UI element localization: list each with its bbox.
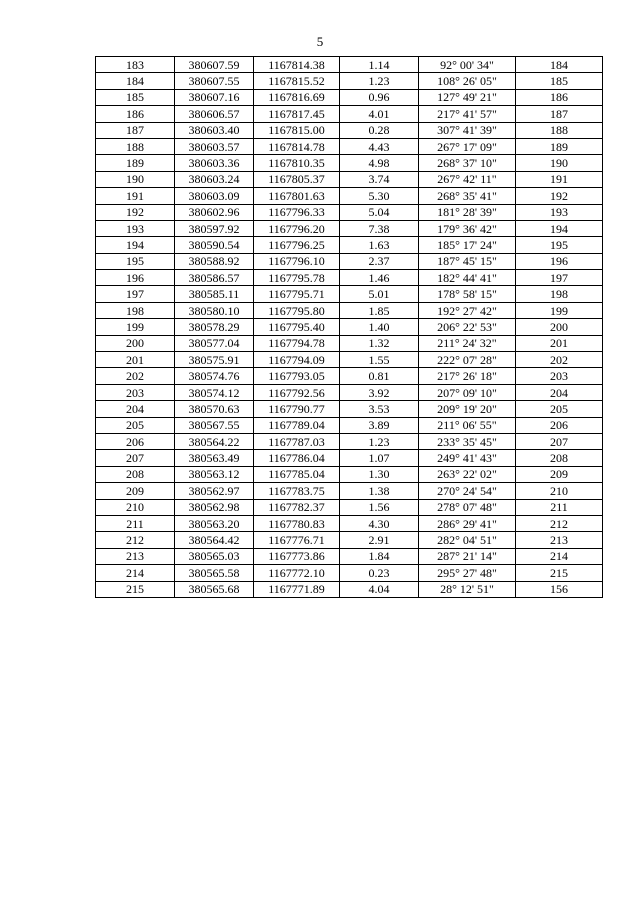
table-row (96, 73, 603, 89)
cell-bearing: 28° 12' 51" (419, 581, 516, 597)
cell-y-coordinate: 1167795.80 (254, 302, 340, 318)
cell-bearing: 287° 21' 14" (419, 548, 516, 564)
cell-point-number: 204 (96, 401, 175, 417)
cell-x-coordinate: 380564.22 (175, 433, 254, 449)
table-row (96, 532, 603, 548)
table-row (96, 466, 603, 482)
cell-distance: 7.38 (340, 220, 419, 236)
cell-x-coordinate: 380563.49 (175, 450, 254, 466)
cell-point-number: 192 (96, 204, 175, 220)
cell-next-point-number: 185 (516, 73, 603, 89)
cell-next-point-number: 204 (516, 384, 603, 400)
cell-y-coordinate: 1167793.05 (254, 368, 340, 384)
cell-y-coordinate: 1167787.03 (254, 433, 340, 449)
cell-distance: 1.85 (340, 302, 419, 318)
cell-y-coordinate: 1167785.04 (254, 466, 340, 482)
cell-x-coordinate: 380577.04 (175, 335, 254, 351)
cell-y-coordinate: 1167796.20 (254, 220, 340, 236)
table-row (96, 565, 603, 581)
table-row (96, 319, 603, 335)
cell-next-point-number: 194 (516, 220, 603, 236)
cell-x-coordinate: 380590.54 (175, 237, 254, 253)
cell-bearing: 181° 28' 39" (419, 204, 516, 220)
cell-x-coordinate: 380597.92 (175, 220, 254, 236)
table-row (96, 302, 603, 318)
cell-x-coordinate: 380563.20 (175, 515, 254, 531)
cell-y-coordinate: 1167795.40 (254, 319, 340, 335)
cell-next-point-number: 215 (516, 565, 603, 581)
cell-next-point-number: 200 (516, 319, 603, 335)
cell-next-point-number: 189 (516, 138, 603, 154)
cell-bearing: 206° 22' 53" (419, 319, 516, 335)
cell-point-number: 195 (96, 253, 175, 269)
table-row (96, 581, 603, 597)
cell-x-coordinate: 380603.36 (175, 155, 254, 171)
table-row (96, 155, 603, 171)
cell-distance: 3.74 (340, 171, 419, 187)
cell-x-coordinate: 380575.91 (175, 352, 254, 368)
cell-bearing: 233° 35' 45" (419, 433, 516, 449)
cell-distance: 1.40 (340, 319, 419, 335)
cell-x-coordinate: 380567.55 (175, 417, 254, 433)
cell-distance: 1.14 (340, 57, 419, 73)
cell-x-coordinate: 380602.96 (175, 204, 254, 220)
cell-next-point-number: 196 (516, 253, 603, 269)
cell-next-point-number: 203 (516, 368, 603, 384)
cell-point-number: 185 (96, 89, 175, 105)
cell-point-number: 214 (96, 565, 175, 581)
cell-point-number: 203 (96, 384, 175, 400)
cell-point-number: 212 (96, 532, 175, 548)
table-row (96, 401, 603, 417)
coordinates-table (95, 56, 603, 598)
table-row (96, 106, 603, 122)
cell-y-coordinate: 1167810.35 (254, 155, 340, 171)
table-row (96, 515, 603, 531)
cell-bearing: 207° 09' 10" (419, 384, 516, 400)
cell-point-number: 188 (96, 138, 175, 154)
cell-x-coordinate: 380563.12 (175, 466, 254, 482)
cell-point-number: 210 (96, 499, 175, 515)
table-row (96, 483, 603, 499)
cell-point-number: 209 (96, 483, 175, 499)
cell-y-coordinate: 1167805.37 (254, 171, 340, 187)
cell-y-coordinate: 1167780.83 (254, 515, 340, 531)
cell-y-coordinate: 1167790.77 (254, 401, 340, 417)
cell-point-number: 215 (96, 581, 175, 597)
cell-next-point-number: 199 (516, 302, 603, 318)
cell-y-coordinate: 1167801.63 (254, 188, 340, 204)
cell-distance: 0.28 (340, 122, 419, 138)
cell-bearing: 211° 24' 32" (419, 335, 516, 351)
cell-bearing: 217° 26' 18" (419, 368, 516, 384)
cell-bearing: 249° 41' 43" (419, 450, 516, 466)
table-row (96, 57, 603, 73)
cell-bearing: 295° 27' 48" (419, 565, 516, 581)
cell-x-coordinate: 380603.24 (175, 171, 254, 187)
table-row (96, 352, 603, 368)
cell-y-coordinate: 1167792.56 (254, 384, 340, 400)
cell-next-point-number: 213 (516, 532, 603, 548)
cell-bearing: 222° 07' 28" (419, 352, 516, 368)
cell-y-coordinate: 1167816.69 (254, 89, 340, 105)
cell-x-coordinate: 380607.55 (175, 73, 254, 89)
cell-distance: 4.98 (340, 155, 419, 171)
cell-distance: 0.81 (340, 368, 419, 384)
cell-distance: 2.37 (340, 253, 419, 269)
table-row (96, 450, 603, 466)
cell-bearing: 270° 24' 54" (419, 483, 516, 499)
table-row (96, 89, 603, 105)
cell-bearing: 192° 27' 42" (419, 302, 516, 318)
cell-next-point-number: 186 (516, 89, 603, 105)
cell-distance: 3.92 (340, 384, 419, 400)
cell-bearing: 108° 26' 05" (419, 73, 516, 89)
cell-point-number: 198 (96, 302, 175, 318)
cell-y-coordinate: 1167772.10 (254, 565, 340, 581)
cell-distance: 1.56 (340, 499, 419, 515)
cell-x-coordinate: 380562.98 (175, 499, 254, 515)
cell-bearing: 92° 00' 34" (419, 57, 516, 73)
cell-y-coordinate: 1167796.25 (254, 237, 340, 253)
cell-point-number: 200 (96, 335, 175, 351)
cell-next-point-number: 214 (516, 548, 603, 564)
cell-bearing: 282° 04' 51" (419, 532, 516, 548)
cell-x-coordinate: 380603.40 (175, 122, 254, 138)
cell-y-coordinate: 1167795.78 (254, 270, 340, 286)
cell-distance: 1.46 (340, 270, 419, 286)
cell-bearing: 182° 44' 41" (419, 270, 516, 286)
cell-bearing: 185° 17' 24" (419, 237, 516, 253)
cell-y-coordinate: 1167789.04 (254, 417, 340, 433)
table-body (96, 57, 603, 598)
cell-point-number: 206 (96, 433, 175, 449)
cell-x-coordinate: 380564.42 (175, 532, 254, 548)
cell-next-point-number: 212 (516, 515, 603, 531)
cell-next-point-number: 191 (516, 171, 603, 187)
cell-distance: 5.01 (340, 286, 419, 302)
table-row (96, 384, 603, 400)
cell-distance: 4.04 (340, 581, 419, 597)
table-row (96, 253, 603, 269)
cell-y-coordinate: 1167771.89 (254, 581, 340, 597)
cell-x-coordinate: 380570.63 (175, 401, 254, 417)
cell-point-number: 186 (96, 106, 175, 122)
cell-next-point-number: 193 (516, 204, 603, 220)
cell-point-number: 194 (96, 237, 175, 253)
cell-point-number: 196 (96, 270, 175, 286)
cell-distance: 4.43 (340, 138, 419, 154)
table-row (96, 368, 603, 384)
table-row (96, 138, 603, 154)
cell-x-coordinate: 380565.68 (175, 581, 254, 597)
cell-point-number: 184 (96, 73, 175, 89)
cell-point-number: 183 (96, 57, 175, 73)
cell-y-coordinate: 1167796.10 (254, 253, 340, 269)
cell-x-coordinate: 380574.12 (175, 384, 254, 400)
cell-point-number: 211 (96, 515, 175, 531)
cell-next-point-number: 201 (516, 335, 603, 351)
cell-distance: 3.89 (340, 417, 419, 433)
cell-next-point-number: 198 (516, 286, 603, 302)
cell-y-coordinate: 1167815.52 (254, 73, 340, 89)
cell-y-coordinate: 1167783.75 (254, 483, 340, 499)
cell-point-number: 207 (96, 450, 175, 466)
cell-y-coordinate: 1167794.09 (254, 352, 340, 368)
cell-point-number: 190 (96, 171, 175, 187)
cell-x-coordinate: 380565.03 (175, 548, 254, 564)
cell-bearing: 268° 35' 41" (419, 188, 516, 204)
cell-next-point-number: 206 (516, 417, 603, 433)
cell-point-number: 205 (96, 417, 175, 433)
cell-next-point-number: 197 (516, 270, 603, 286)
cell-x-coordinate: 380585.11 (175, 286, 254, 302)
table-row (96, 499, 603, 515)
cell-distance: 5.30 (340, 188, 419, 204)
cell-distance: 2.91 (340, 532, 419, 548)
cell-distance: 1.23 (340, 433, 419, 449)
cell-point-number: 197 (96, 286, 175, 302)
table-row (96, 417, 603, 433)
cell-next-point-number: 192 (516, 188, 603, 204)
cell-bearing: 267° 17' 09" (419, 138, 516, 154)
table-row (96, 270, 603, 286)
cell-next-point-number: 187 (516, 106, 603, 122)
cell-bearing: 217° 41' 57" (419, 106, 516, 122)
cell-bearing: 178° 58' 15" (419, 286, 516, 302)
cell-y-coordinate: 1167773.86 (254, 548, 340, 564)
table-row (96, 237, 603, 253)
cell-x-coordinate: 380607.59 (175, 57, 254, 73)
cell-next-point-number: 202 (516, 352, 603, 368)
table-row (96, 188, 603, 204)
cell-distance: 4.01 (340, 106, 419, 122)
table-row (96, 548, 603, 564)
table-row (96, 433, 603, 449)
cell-bearing: 286° 29' 41" (419, 515, 516, 531)
cell-next-point-number: 211 (516, 499, 603, 515)
cell-distance: 1.63 (340, 237, 419, 253)
table-row (96, 122, 603, 138)
cell-y-coordinate: 1167815.00 (254, 122, 340, 138)
cell-bearing: 267° 42' 11" (419, 171, 516, 187)
cell-distance: 0.23 (340, 565, 419, 581)
page-number: 5 (316, 34, 324, 49)
cell-distance: 4.30 (340, 515, 419, 531)
cell-bearing: 127° 49' 21" (419, 89, 516, 105)
cell-next-point-number: 210 (516, 483, 603, 499)
cell-x-coordinate: 380578.29 (175, 319, 254, 335)
cell-y-coordinate: 1167817.45 (254, 106, 340, 122)
cell-x-coordinate: 380603.57 (175, 138, 254, 154)
cell-x-coordinate: 380565.58 (175, 565, 254, 581)
cell-next-point-number: 195 (516, 237, 603, 253)
cell-distance: 1.32 (340, 335, 419, 351)
cell-next-point-number: 156 (516, 581, 603, 597)
table-row (96, 171, 603, 187)
table-row (96, 204, 603, 220)
table-row (96, 220, 603, 236)
cell-y-coordinate: 1167814.38 (254, 57, 340, 73)
cell-distance: 1.23 (340, 73, 419, 89)
cell-point-number: 189 (96, 155, 175, 171)
cell-x-coordinate: 380574.76 (175, 368, 254, 384)
cell-x-coordinate: 380603.09 (175, 188, 254, 204)
table-row (96, 286, 603, 302)
cell-x-coordinate: 380562.97 (175, 483, 254, 499)
cell-distance: 1.30 (340, 466, 419, 482)
cell-next-point-number: 208 (516, 450, 603, 466)
cell-point-number: 202 (96, 368, 175, 384)
cell-distance: 1.84 (340, 548, 419, 564)
cell-next-point-number: 190 (516, 155, 603, 171)
cell-distance: 5.04 (340, 204, 419, 220)
cell-point-number: 208 (96, 466, 175, 482)
cell-distance: 1.07 (340, 450, 419, 466)
cell-point-number: 187 (96, 122, 175, 138)
cell-y-coordinate: 1167814.78 (254, 138, 340, 154)
cell-y-coordinate: 1167782.37 (254, 499, 340, 515)
cell-distance: 1.38 (340, 483, 419, 499)
cell-bearing: 278° 07' 48" (419, 499, 516, 515)
cell-distance: 3.53 (340, 401, 419, 417)
cell-y-coordinate: 1167776.71 (254, 532, 340, 548)
cell-y-coordinate: 1167794.78 (254, 335, 340, 351)
cell-bearing: 187° 45' 15" (419, 253, 516, 269)
cell-distance: 1.55 (340, 352, 419, 368)
cell-point-number: 191 (96, 188, 175, 204)
cell-next-point-number: 205 (516, 401, 603, 417)
cell-x-coordinate: 380588.92 (175, 253, 254, 269)
cell-x-coordinate: 380580.10 (175, 302, 254, 318)
cell-bearing: 179° 36' 42" (419, 220, 516, 236)
table-row (96, 335, 603, 351)
cell-y-coordinate: 1167796.33 (254, 204, 340, 220)
cell-x-coordinate: 380586.57 (175, 270, 254, 286)
cell-point-number: 193 (96, 220, 175, 236)
cell-point-number: 199 (96, 319, 175, 335)
cell-bearing: 307° 41' 39" (419, 122, 516, 138)
cell-bearing: 263° 22' 02" (419, 466, 516, 482)
cell-y-coordinate: 1167795.71 (254, 286, 340, 302)
cell-x-coordinate: 380606.57 (175, 106, 254, 122)
cell-bearing: 209° 19' 20" (419, 401, 516, 417)
cell-x-coordinate: 380607.16 (175, 89, 254, 105)
cell-next-point-number: 209 (516, 466, 603, 482)
cell-next-point-number: 184 (516, 57, 603, 73)
cell-y-coordinate: 1167786.04 (254, 450, 340, 466)
cell-next-point-number: 207 (516, 433, 603, 449)
cell-point-number: 213 (96, 548, 175, 564)
cell-bearing: 211° 06' 55" (419, 417, 516, 433)
cell-point-number: 201 (96, 352, 175, 368)
cell-distance: 0.96 (340, 89, 419, 105)
cell-next-point-number: 188 (516, 122, 603, 138)
cell-bearing: 268° 37' 10" (419, 155, 516, 171)
